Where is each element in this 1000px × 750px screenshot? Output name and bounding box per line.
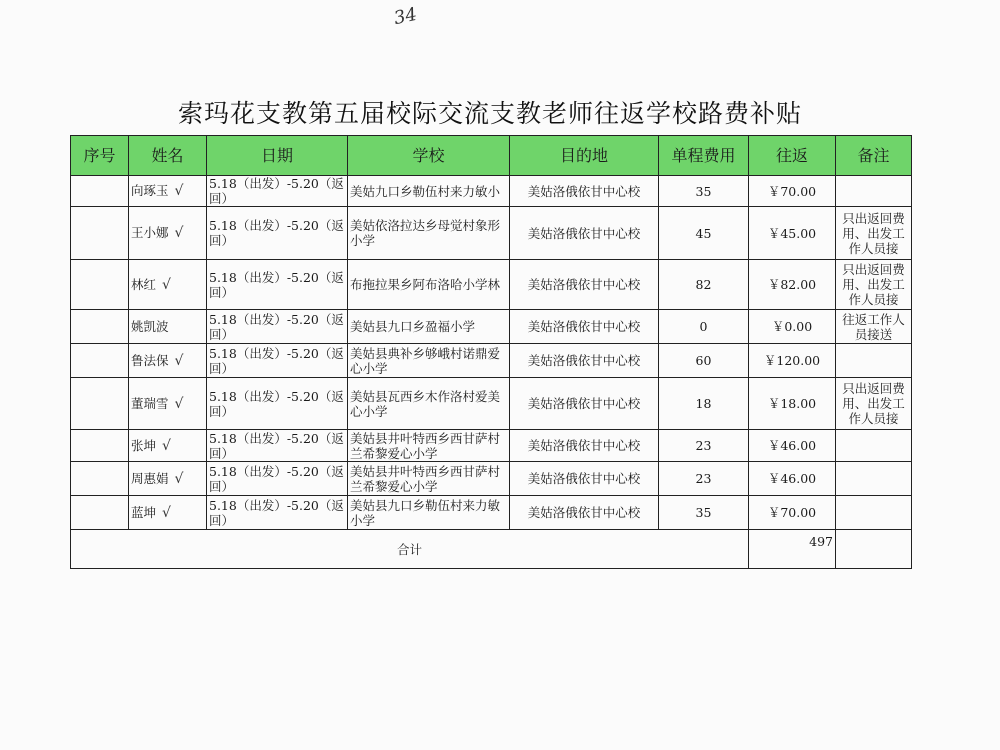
page-number-mark: 34	[392, 3, 419, 30]
round-trip-cell: ￥0.00	[749, 310, 836, 344]
checkmark-icon: √	[162, 504, 171, 521]
name-text: 鲁法保	[131, 352, 169, 368]
header-cell: 学校	[348, 136, 510, 176]
school-cell: 美姑县井叶特西乡西甘萨村兰希黎爱心小学	[348, 430, 510, 462]
name-text: 蓝坤	[131, 504, 157, 520]
destination-cell: 美姑洛俄依甘中心校	[510, 207, 659, 260]
header-cell: 往返	[749, 136, 836, 176]
name-cell	[129, 310, 207, 344]
header-cell: 备注	[836, 136, 912, 176]
round-trip-cell: ￥18.00	[749, 378, 836, 430]
round-trip-cell: ￥46.00	[749, 430, 836, 462]
destination-cell: 美姑洛俄依甘中心校	[510, 430, 659, 462]
checkmark-icon: √	[174, 395, 184, 412]
round-trip-cell: ￥46.00	[749, 462, 836, 496]
single-fee-cell: 0	[659, 310, 749, 344]
round-trip-cell: ￥82.00	[749, 260, 836, 310]
school-cell: 美姑县九口乡盈福小学	[348, 310, 510, 344]
table-row	[71, 378, 912, 430]
name-cell	[129, 344, 207, 378]
destination-cell: 美姑洛俄依甘中心校	[510, 378, 659, 430]
name-cell	[129, 462, 207, 496]
row-number-cell	[71, 207, 129, 260]
destination-cell: 美姑洛俄依甘中心校	[510, 310, 659, 344]
name-cell	[129, 176, 207, 207]
row-number-cell	[71, 430, 129, 462]
note-cell	[836, 496, 912, 530]
date-cell: 5.18（出发）-5.20（返回）	[207, 344, 348, 378]
table-row	[71, 462, 912, 496]
school-cell: 美姑县典补乡够峨村诺鼎爱心小学	[348, 344, 510, 378]
round-trip-cell: ￥70.00	[749, 176, 836, 207]
single-fee-cell: 23	[659, 430, 749, 462]
date-cell: 5.18（出发）-5.20（返回）	[207, 207, 348, 260]
destination-cell: 美姑洛俄依甘中心校	[510, 462, 659, 496]
row-number-cell	[71, 378, 129, 430]
school-cell: 布拖拉果乡阿布洛哈小学林	[348, 260, 510, 310]
table-row	[71, 260, 912, 310]
round-trip-cell: ￥70.00	[749, 496, 836, 530]
name-text: 张坤	[131, 437, 157, 453]
row-number-cell	[71, 462, 129, 496]
row-number-cell	[71, 344, 129, 378]
date-cell: 5.18（出发）-5.20（返回）	[207, 430, 348, 462]
name-text: 董瑞雪	[131, 395, 169, 411]
checkmark-icon: √	[174, 183, 184, 199]
name-cell	[129, 496, 207, 530]
total-label: 合计	[71, 530, 749, 569]
date-cell: 5.18（出发）-5.20（返回）	[207, 260, 348, 310]
single-fee-cell: 82	[659, 260, 749, 310]
single-fee-cell: 35	[659, 176, 749, 207]
row-number-cell	[71, 260, 129, 310]
school-cell: 美姑县九口乡勒伍村来力敏小学	[348, 496, 510, 530]
header-row	[71, 136, 912, 176]
name-cell	[129, 260, 207, 310]
header-cell: 日期	[207, 136, 348, 176]
note-cell: 往返工作人员接送	[836, 310, 912, 344]
date-cell: 5.18（出发）-5.20（返回）	[207, 462, 348, 496]
checkmark-icon: √	[162, 276, 171, 293]
note-cell: 只出返回费用、出发工作人员接	[836, 378, 912, 430]
name-text: 周惠娟	[131, 470, 169, 486]
note-cell	[836, 430, 912, 462]
single-fee-cell: 45	[659, 207, 749, 260]
total-value: 497	[749, 530, 836, 569]
table-row	[71, 310, 912, 344]
name-cell	[129, 430, 207, 462]
name-text: 林红	[131, 276, 157, 292]
table-row	[71, 496, 912, 530]
destination-cell: 美姑洛俄依甘中心校	[510, 344, 659, 378]
table-row	[71, 207, 912, 260]
row-number-cell	[71, 496, 129, 530]
round-trip-cell: ￥120.00	[749, 344, 836, 378]
checkmark-icon: √	[174, 352, 184, 369]
checkmark-icon: √	[174, 470, 184, 487]
single-fee-cell: 23	[659, 462, 749, 496]
note-cell	[836, 176, 912, 207]
note-cell: 只出返回费用、出发工作人员接	[836, 207, 912, 260]
document-title: 索玛花支教第五届校际交流支教老师往返学校路费补贴	[177, 99, 802, 128]
school-cell: 美姑依洛拉达乡母觉村象形小学	[348, 207, 510, 260]
header-cell: 目的地	[510, 136, 659, 176]
single-fee-cell: 18	[659, 378, 749, 430]
row-number-cell	[71, 310, 129, 344]
table-row	[71, 176, 912, 207]
note-cell: 只出返回费用、出发工作人员接	[836, 260, 912, 310]
note-cell	[836, 344, 912, 378]
total-note-cell	[836, 530, 912, 569]
date-cell: 5.18（出发）-5.20（返回）	[207, 310, 348, 344]
destination-cell: 美姑洛俄依甘中心校	[510, 496, 659, 530]
header-cell: 单程费用	[659, 136, 749, 176]
date-cell: 5.18（出发）-5.20（返回）	[207, 176, 348, 207]
single-fee-cell: 35	[659, 496, 749, 530]
school-cell: 美姑县井叶特西乡西甘萨村兰希黎爱心小学	[348, 462, 510, 496]
header-cell: 序号	[71, 136, 129, 176]
header-cell: 姓名	[129, 136, 207, 176]
table-row	[71, 430, 912, 462]
school-cell: 美姑县瓦西乡木作洛村爱美心小学	[348, 378, 510, 430]
name-cell	[129, 207, 207, 260]
name-text: 姚凯波	[131, 318, 169, 334]
note-cell	[836, 462, 912, 496]
date-cell: 5.18（出发）-5.20（返回）	[207, 496, 348, 530]
name-text: 王小娜	[131, 225, 169, 240]
total-row	[71, 530, 912, 569]
checkmark-icon: √	[174, 225, 184, 241]
single-fee-cell: 60	[659, 344, 749, 378]
name-text: 向琢玉	[131, 183, 169, 198]
checkmark-icon: √	[162, 437, 171, 454]
date-cell: 5.18（出发）-5.20（返回）	[207, 378, 348, 430]
row-number-cell	[71, 176, 129, 207]
destination-cell: 美姑洛俄依甘中心校	[510, 176, 659, 207]
destination-cell: 美姑洛俄依甘中心校	[510, 260, 659, 310]
round-trip-cell: ￥45.00	[749, 207, 836, 260]
subsidy-table	[70, 135, 912, 569]
table-row	[71, 344, 912, 378]
school-cell: 美姑九口乡勒伍村来力敏小	[348, 176, 510, 207]
name-cell	[129, 378, 207, 430]
